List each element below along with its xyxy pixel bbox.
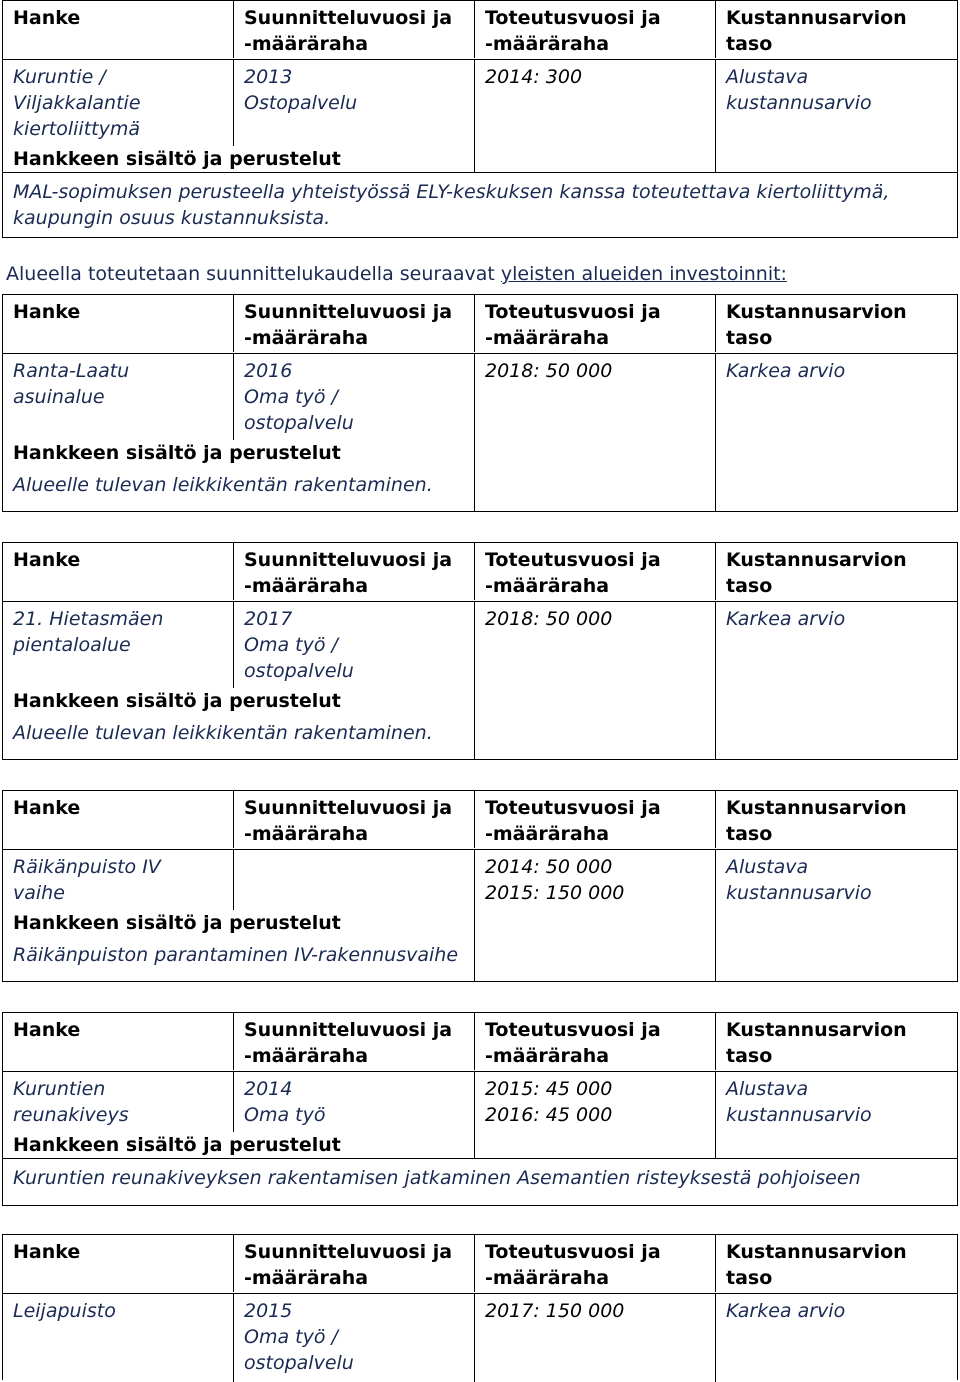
header-hanke: Hanke bbox=[13, 7, 81, 29]
table-header bbox=[3, 1235, 957, 1294]
header-planning: Suunnitteluvuosi ja -määräraha bbox=[233, 1235, 474, 1292]
project-planning: 2014 Oma työ bbox=[233, 1072, 474, 1132]
header-implementation: Toteutusvuosi ja -määräraha bbox=[474, 543, 715, 600]
table-header bbox=[3, 1, 957, 60]
project-planning: 2013 Ostopalvelu bbox=[233, 60, 474, 146]
project-table-4 bbox=[2, 790, 958, 982]
project-name: Räikänpuisto IV vaihe bbox=[13, 856, 161, 904]
table-header bbox=[3, 1013, 957, 1072]
project-estimate: Alustava kustannusarvio bbox=[715, 850, 957, 982]
header-implementation: Toteutusvuosi ja -määräraha bbox=[474, 1, 715, 58]
header-planning: Suunnitteluvuosi ja -määräraha bbox=[233, 295, 474, 352]
project-implementation: 2015: 45 000 2016: 45 000 bbox=[474, 1072, 715, 1158]
project-implementation: 2018: 50 000 bbox=[474, 354, 715, 512]
header-planning: Suunnitteluvuosi ja -määräraha bbox=[233, 1013, 474, 1070]
table-header bbox=[3, 791, 957, 850]
table-header bbox=[3, 543, 957, 602]
project-table-1 bbox=[2, 0, 958, 238]
project-estimate: Karkea arvio bbox=[715, 1294, 957, 1382]
content-label: Hankkeen sisältö ja perustelut bbox=[13, 442, 341, 464]
header-estimate: Kustannusarvion taso bbox=[715, 1013, 957, 1070]
project-description: Kuruntien reunakiveyksen rakentamisen jatkaminen Asemantien risteyksestä pohjoiseen bbox=[3, 1158, 957, 1195]
project-description: Räikänpuiston parantaminen IV-rakennusvaihe bbox=[13, 944, 459, 966]
header-estimate: Kustannusarvion taso bbox=[715, 295, 957, 352]
project-estimate: Karkea arvio bbox=[715, 354, 957, 512]
project-implementation: 2018: 50 000 bbox=[474, 602, 715, 760]
project-name: Kuruntien reunakiveys bbox=[13, 1078, 129, 1126]
project-description: MAL-sopimuksen perusteella yhteistyössä ELY-keskuksen kanssa toteutettava kiertoliittymä, kaupungin osuus kustannuksista. bbox=[3, 172, 957, 235]
project-implementation: 2014: 50 000 2015: 150 000 bbox=[474, 850, 715, 982]
header-hanke: Hanke bbox=[13, 1019, 81, 1041]
project-planning bbox=[233, 850, 474, 910]
project-table-6 bbox=[2, 1234, 958, 1380]
project-name: Ranta-Laatu asuinalue bbox=[13, 360, 130, 408]
project-planning: 2016 Oma työ / ostopalvelu bbox=[233, 354, 474, 440]
project-implementation: 2017: 150 000 bbox=[474, 1294, 715, 1382]
header-hanke: Hanke bbox=[13, 797, 81, 819]
header-hanke: Hanke bbox=[13, 1241, 81, 1263]
project-table-5 bbox=[2, 1012, 958, 1206]
header-implementation: Toteutusvuosi ja -määräraha bbox=[474, 791, 715, 848]
project-estimate: Karkea arvio bbox=[715, 602, 957, 760]
project-table-2 bbox=[2, 294, 958, 512]
header-planning: Suunnitteluvuosi ja -määräraha bbox=[233, 543, 474, 600]
project-description: Alueelle tulevan leikkikentän rakentaminen. bbox=[13, 722, 433, 744]
content-label: Hankkeen sisältö ja perustelut bbox=[13, 1134, 341, 1156]
project-estimate: Alustava kustannusarvio bbox=[715, 60, 957, 172]
header-estimate: Kustannusarvion taso bbox=[715, 1235, 957, 1292]
project-planning: 2017 Oma työ / ostopalvelu bbox=[233, 602, 474, 688]
header-estimate: Kustannusarvion taso bbox=[715, 1, 957, 58]
header-implementation: Toteutusvuosi ja -määräraha bbox=[474, 1013, 715, 1070]
project-name: Leijapuisto bbox=[13, 1300, 116, 1322]
header-hanke: Hanke bbox=[13, 301, 81, 323]
content-label: Hankkeen sisältö ja perustelut bbox=[13, 912, 341, 934]
header-implementation: Toteutusvuosi ja -määräraha bbox=[474, 1235, 715, 1292]
project-table-3 bbox=[2, 542, 958, 760]
project-description: Alueelle tulevan leikkikentän rakentaminen. bbox=[13, 474, 433, 496]
header-hanke: Hanke bbox=[13, 549, 81, 571]
intro-text-main: Alueella toteutetaan suunnittelukaudella seuraavat bbox=[6, 263, 501, 285]
project-estimate: Alustava kustannusarvio bbox=[715, 1072, 957, 1158]
project-planning: 2015 Oma työ / ostopalvelu bbox=[233, 1294, 474, 1382]
project-name: Kuruntie / Viljakkalantie kiertoliittymä bbox=[13, 66, 141, 140]
intro-text bbox=[6, 261, 787, 287]
header-implementation: Toteutusvuosi ja -määräraha bbox=[474, 295, 715, 352]
project-name: 21. Hietasmäen pientaloalue bbox=[13, 608, 164, 656]
content-label: Hankkeen sisältö ja perustelut bbox=[13, 148, 341, 170]
intro-text-underlined: yleisten alueiden investoinnit: bbox=[500, 263, 787, 285]
table-header bbox=[3, 295, 957, 354]
header-estimate: Kustannusarvion taso bbox=[715, 791, 957, 848]
header-planning: Suunnitteluvuosi ja -määräraha bbox=[233, 1, 474, 58]
project-implementation: 2014: 300 bbox=[474, 60, 715, 172]
header-planning: Suunnitteluvuosi ja -määräraha bbox=[233, 791, 474, 848]
header-estimate: Kustannusarvion taso bbox=[715, 543, 957, 600]
content-label: Hankkeen sisältö ja perustelut bbox=[13, 690, 341, 712]
